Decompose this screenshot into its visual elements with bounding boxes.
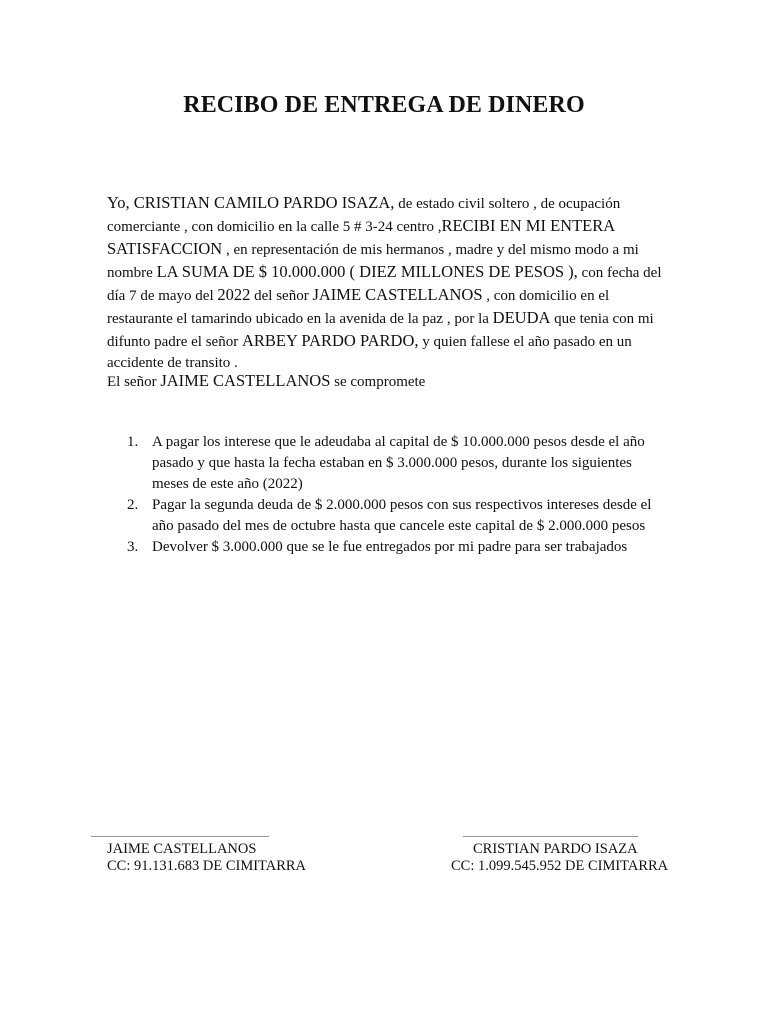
- signatory-name-left: JAIME CASTELLANOS: [107, 841, 257, 857]
- list-item: [107, 432, 663, 495]
- body-text: DEUDA: [492, 308, 551, 327]
- document-title: RECIBO DE ENTREGA DE DINERO: [183, 92, 585, 118]
- receipt-body-paragraph: [107, 192, 663, 374]
- body-text: CRISTIAN CAMILO PARDO ISAZA,: [133, 193, 395, 212]
- list-item-text: A pagar los interese que le adeudaba al capital de $ 10.000.000 pesos desde el año pasado y que hasta la fecha estaban en $ 3.000.000 pesos, durante los siguientes meses de este año (2022): [152, 434, 645, 492]
- body-text: ARBEY PARDO PARDO,: [241, 331, 419, 350]
- body-text: LA SUMA DE $ 10.000.000 ( DIEZ MILLONES DE PESOS ),: [156, 262, 578, 281]
- body-text: , en representación de mis hermanos , madre y del mismo modo a mi nombre: [107, 242, 639, 281]
- signature-line-right: [463, 836, 638, 837]
- body-text: JAIME CASTELLANOS: [312, 285, 483, 304]
- list-item: [107, 495, 663, 537]
- body-text: y quien fallese el año pasado en un accidente de transito .: [107, 334, 632, 371]
- list-item-number: 2.: [127, 497, 139, 513]
- intro-text: se compromete: [330, 374, 426, 390]
- body-text: 2022: [217, 285, 251, 304]
- list-item-text: Devolver $ 3.000.000 que se le fue entregados por mi padre para ser trabajados: [152, 539, 628, 555]
- intro-text: El señor: [107, 374, 161, 390]
- commitments-list: [107, 432, 663, 558]
- body-text: del señor: [250, 288, 313, 304]
- body-text: que tenia con mi difunto padre el señor: [107, 311, 654, 350]
- body-text: con fecha del día 7 de mayo del: [107, 265, 662, 304]
- body-text: Yo,: [107, 193, 134, 212]
- commitment-intro: [107, 370, 425, 393]
- list-item-text: Pagar la segunda deuda de $ 2.000.000 pesos con sus respectivos intereses desde el año pasado del mes de octubre hasta que cancele este capital de $ 2.000.000 pesos: [152, 497, 652, 534]
- body-text: RECIBI EN MI ENTERA SATISFACCION: [107, 216, 615, 258]
- signature-line-left: [91, 836, 269, 837]
- intro-text: JAIME CASTELLANOS: [160, 371, 331, 390]
- signatory-id-right: CC: 1.099.545.952 DE CIMITARRA: [451, 858, 669, 874]
- list-item: [107, 537, 663, 558]
- signatory-name-right: CRISTIAN PARDO ISAZA: [473, 841, 638, 857]
- signatory-id-left: CC: 91.131.683 DE CIMITARRA: [107, 858, 307, 874]
- body-text: de estado civil soltero , de ocupación comerciante , con domicilio en la calle 5 # 3-24 centro ,: [107, 196, 621, 235]
- list-item-number: 1.: [127, 434, 139, 450]
- list-item-number: 3.: [127, 539, 139, 555]
- body-text: , con domicilio en el restaurante el tamarindo ubicado en la avenida de la paz , por la: [107, 288, 610, 327]
